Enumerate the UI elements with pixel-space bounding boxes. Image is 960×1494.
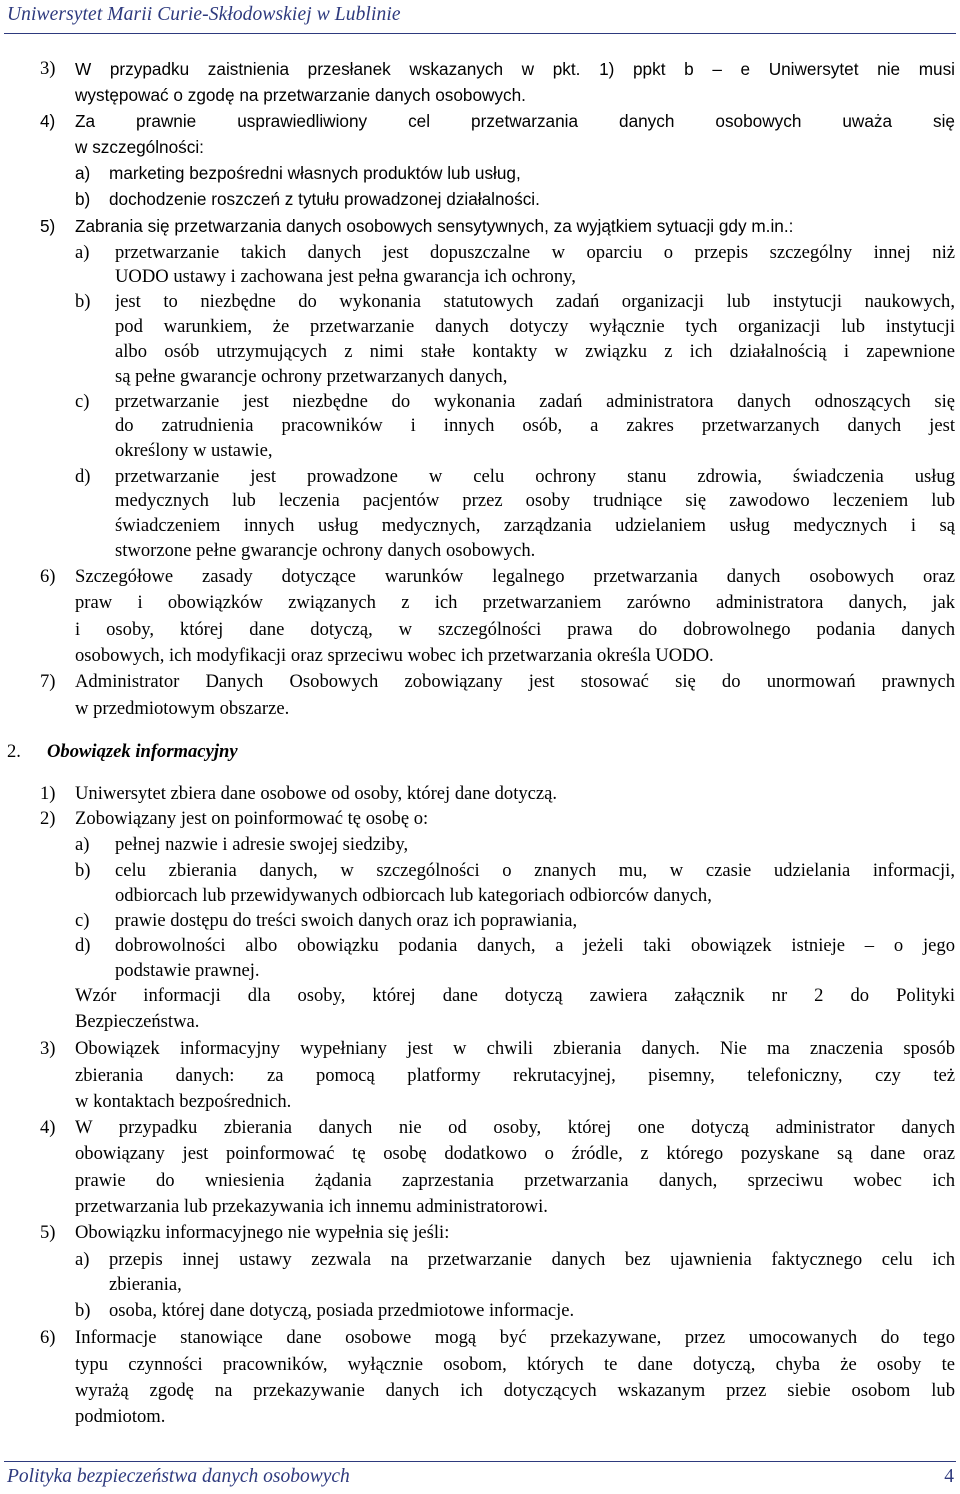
- list-marker: d): [75, 466, 91, 487]
- paragraph-line: praw i obowiązków związanych z ich przetwarzaniem zarówno administratora danych, jak: [75, 592, 955, 613]
- list-item: dochodzenie roszczeń z tytułu prowadzonej działalności.: [109, 189, 540, 209]
- list-item: zbierania,: [109, 1274, 182, 1295]
- paragraph-line: wyrażą zgodę na przekazywanie danych ich dotyczących wskazanym przez siebie osobom lub: [75, 1380, 955, 1401]
- list-marker: 7): [40, 671, 56, 692]
- list-item: przetwarzanie takich danych jest dopuszczalne w oparciu o przepis szczególny innej niż: [115, 242, 955, 263]
- paragraph-line: Informacje stanowiące dane osobowe mogą być przekazywane, przez umocowanych do tego: [75, 1327, 955, 1348]
- list-item: UODO ustawy i zachowana jest pełna gwarancja ich ochrony,: [115, 266, 576, 287]
- list-item: przetwarzanie jest prowadzone w celu ochrony stanu zdrowia, świadczenia usług: [115, 466, 955, 487]
- list-marker: 5): [40, 1222, 56, 1243]
- list-marker: 2): [40, 808, 56, 829]
- list-marker: b): [75, 291, 91, 312]
- list-marker: 6): [40, 566, 56, 587]
- page-number: 4: [944, 1466, 954, 1487]
- document-footer: Polityka bezpieczeństwa danych osobowych: [7, 1466, 350, 1487]
- list-marker: c): [75, 391, 90, 412]
- list-marker: 3): [40, 58, 56, 79]
- list-item: osoba, której dane dotyczą, posiada przedmiotowe informacje.: [109, 1300, 575, 1321]
- list-item: medycznych lub leczenia pacjentów przez osoby trudniące się zawodowo leczeniem lub: [115, 490, 955, 511]
- list-item: stworzone pełne gwarancje ochrony danych osobowych.: [115, 540, 536, 561]
- list-marker: a): [75, 163, 91, 183]
- paragraph-line: zbierania danych: za pomocą platformy rekrutacyjnej, pisemny, telefoniczny, czy też: [75, 1065, 955, 1086]
- list-item: albo osób utrzymujących z nimi stałe kontakty w związku z ich działalnością i zapewnione: [115, 341, 955, 362]
- list-item: określony w ustawie,: [115, 440, 273, 461]
- list-item: przetwarzanie jest niezbędne do wykonania zadań administratora danych odnoszących się: [115, 391, 955, 412]
- paragraph-line: W przypadku zaistnienia przesłanek wskazanych w pkt. 1) ppkt b – e Uniwersytet nie musi: [75, 59, 955, 79]
- list-marker: 5): [40, 216, 56, 236]
- paragraph-line: i osoby, której dane dotyczą, w szczególności prawa do dobrowolnego podania danych: [75, 619, 955, 640]
- list-marker: 3): [40, 1038, 56, 1059]
- list-marker: b): [75, 1300, 91, 1321]
- list-marker: b): [75, 189, 91, 209]
- paragraph-line: Zabrania się przetwarzania danych osobowych sensytywnych, za wyjątkiem sytuacji gdy m.in.:: [75, 216, 794, 236]
- paragraph-line: Obowiązku informacyjnego nie wypełnia się jeśli:: [75, 1222, 450, 1243]
- list-marker: a): [75, 1249, 90, 1270]
- list-marker: 4): [40, 111, 56, 131]
- paragraph-line: Za prawnie usprawiedliwiony cel przetwarzania danych osobowych uważa się: [75, 111, 955, 131]
- paragraph-line: w przedmiotowym obszarze.: [75, 698, 290, 719]
- footer-rule: [4, 1461, 956, 1462]
- paragraph-line: Administrator Danych Osobowych zobowiązany jest stosować się do unormowań prawnych: [75, 671, 955, 692]
- section-number: 2.: [7, 741, 21, 762]
- paragraph-line: W przypadku zbierania danych nie od osoby, której one dotyczą administrator danych: [75, 1117, 955, 1138]
- list-marker: c): [75, 910, 90, 931]
- list-marker: a): [75, 834, 90, 855]
- list-item: prawie dostępu do treści swoich danych oraz ich poprawiania,: [115, 910, 578, 931]
- list-marker: b): [75, 860, 91, 881]
- list-item: do zatrudnienia pracowników i innych osób, a zakres przetwarzanych danych jest: [115, 415, 955, 436]
- list-item: pełnej nazwie i adresie swojej siedziby,: [115, 834, 409, 855]
- list-marker: a): [75, 242, 90, 263]
- list-item: marketing bezpośredni własnych produktów lub usług,: [109, 163, 521, 183]
- paragraph-line: Uniwersytet zbiera dane osobowe od osoby, której dane dotyczą.: [75, 783, 558, 804]
- paragraph-line: Zobowiązany jest on poinformować tę osobę o:: [75, 808, 429, 829]
- paragraph-line: Bezpieczeństwa.: [75, 1011, 200, 1032]
- list-marker: d): [75, 935, 91, 956]
- paragraph-line: Szczegółowe zasady dotyczące warunków legalnego przetwarzania danych osobowych oraz: [75, 566, 955, 587]
- list-item: dobrowolności albo obowiązku podania danych, a jeżeli taki obowiązek istnieje – o jego: [115, 935, 955, 956]
- list-item: przepis innej ustawy zezwala na przetwarzanie danych bez ujawnienia faktycznego celu ich: [109, 1249, 955, 1270]
- paragraph-line: w szczególności:: [75, 137, 204, 157]
- paragraph-line: podmiotom.: [75, 1406, 166, 1427]
- paragraph-line: osobowych, ich modyfikacji oraz sprzeciwu wobec ich przetwarzania określa UODO.: [75, 645, 714, 666]
- list-item: są pełne gwarancje ochrony przetwarzanych danych,: [115, 366, 508, 387]
- list-item: świadczeniem innych usług medycznych, zarządzania udzielaniem usług medycznych i są: [115, 515, 955, 536]
- paragraph-line: przetwarzania lub przekazywania ich innemu administratorowi.: [75, 1196, 548, 1217]
- section-heading: Obowiązek informacyjny: [47, 741, 238, 762]
- paragraph-line: w kontaktach bezpośrednich.: [75, 1091, 292, 1112]
- list-marker: 6): [40, 1327, 56, 1348]
- list-marker: 4): [40, 1117, 56, 1138]
- paragraph-line: Wzór informacji dla osoby, której dane dotyczą zawiera załącznik nr 2 do Polityki: [75, 985, 955, 1006]
- list-item: odbiorcach lub przewidywanych odbiorcach lub kategoriach odbiorców danych,: [115, 885, 712, 906]
- paragraph-line: typu czynności pracowników, wyłącznie osobom, których te dane dotyczą, chyba że osoby te: [75, 1354, 955, 1375]
- paragraph-line: Obowiązek informacyjny wypełniany jest w chwili zbierania danych. Nie ma znaczenia sposób: [75, 1038, 955, 1059]
- document-header: Uniwersytet Marii Curie-Skłodowskiej w Lublinie: [7, 4, 401, 25]
- header-rule: [4, 33, 956, 34]
- list-item: jest to niezbędne do wykonania statutowych zadań organizacji lub instytucji naukowych,: [115, 291, 955, 312]
- list-item: podstawie prawnej.: [115, 960, 260, 981]
- list-item: celu zbierania danych, w szczególności o znanych mu, w czasie udzielania informacji,: [115, 860, 955, 881]
- list-marker: 1): [40, 783, 56, 804]
- paragraph-line: obowiązany jest poinformować tę osobę dodatkowo o źródle, z którego pozyskane są dane oraz: [75, 1143, 955, 1164]
- paragraph-line: prawie do wniesienia żądania zaprzestania przetwarzania danych, sprzeciwu wobec ich: [75, 1170, 955, 1191]
- list-item: pod warunkiem, że przetwarzanie danych dotyczy wyłącznie tych organizacji lub instytucji: [115, 316, 955, 337]
- paragraph-line: występować o zgodę na przetwarzanie danych osobowych.: [75, 85, 526, 105]
